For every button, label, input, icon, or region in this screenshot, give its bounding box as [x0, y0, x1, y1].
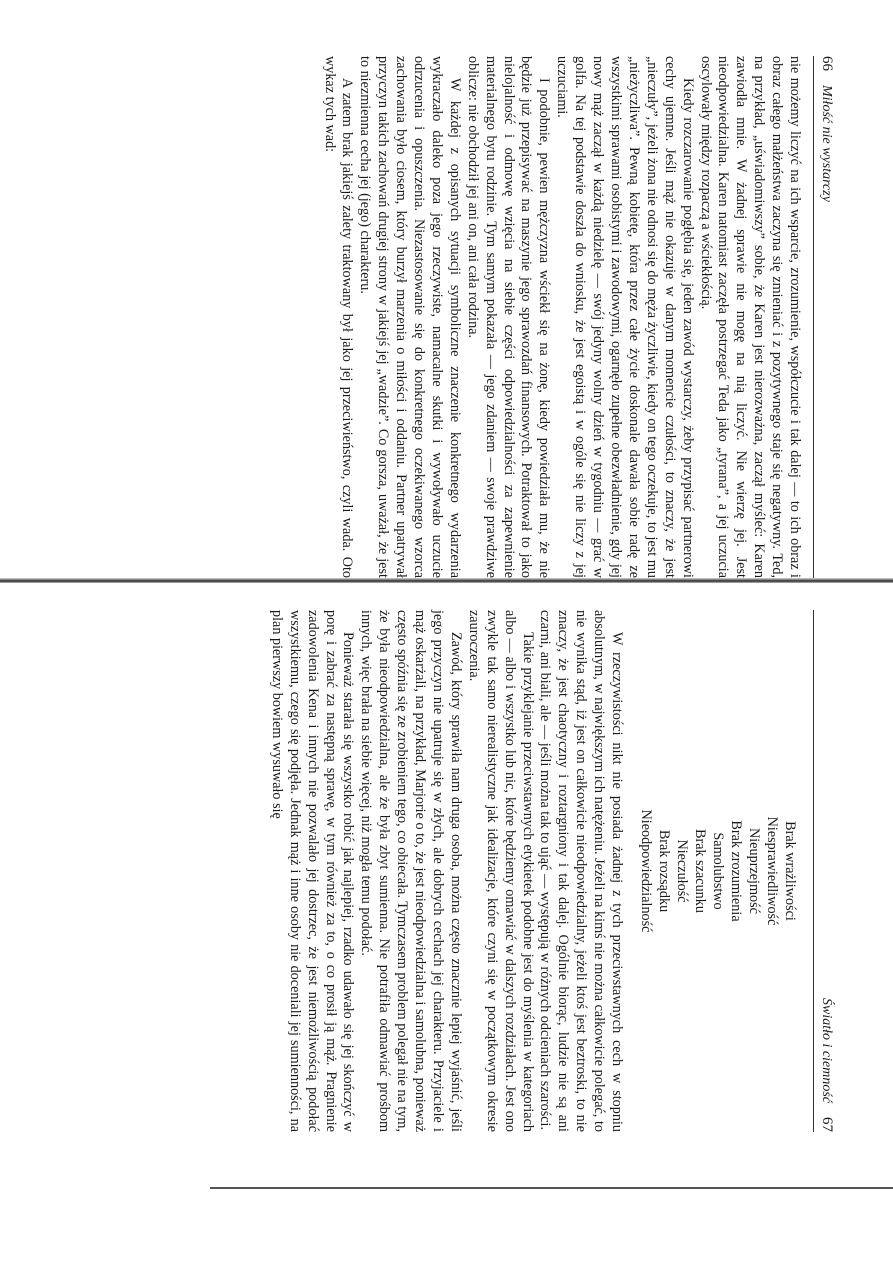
page-66 [95, 56, 835, 578]
trait-list [637, 610, 799, 1132]
paragraph: Takie przyklejanie przeciwstawnych etykietek podobne jest do myślenia w kategoriach albo — albo i wszystko lub nic, które będziemy omawiać w dalszych rozdziałach. Jest ono zwykle tak samo nierealistyczne jak idealizacje, które czyni się w początkowym okresie zauroczenia. [465, 610, 536, 1132]
list-item: Nieczułość [674, 839, 691, 903]
paragraph: nie możemy liczyć na ich wsparcie, zrozumienie, współczucie i tak dalej — to ich obraz i obraz całego małżeństwa zaczyna się zmieniać i z pozytywnego staje się negatywny. Ted, na przykład, „uświadomiwszy” sobie, że Karen jest nierozważna, zaczął myśleć: Karen zawiodła mnie. W żadnej sprawie nie mogę na nią liczyć. Nie wierzę jej. Jest nieodpowiedzialna. Karen natomiast zaczęła postrzegać Teda jako „tyrana”, a jej uczucia oscylowały między rozpaczą a wściekłością. [697, 56, 804, 578]
page-edge-line [210, 1187, 893, 1189]
paragraph: Kiedy rozczarowanie pogłębia się, jeden zawód wystarczy, żeby przypisać partnerowi cechy ujemne. Jeśli mąż nie okazuje w danym momencie czułości, to znaczy, że jest „nieczuły”, jeżeli żona nie odnosi się do męża życzliwie, kiedy on tego oczekuje, to jest mu „nieżyczliwa”. Pewną kobietę, która przez całe życie doskonale dawała sobie radę ze wszystkimi sprawami osobistymi i zawodowymi, ogarnęło zupełne obezwładnienie, gdy jej nowy mąż zaczął w każdą niedzielę — swój jedyny wolny dzień w tygodniu — grać w golfa. Na tej podstawie doszła do wniosku, że jest egoistą i w ogóle się nie liczy z jej uczuciami. [554, 56, 696, 578]
paragraph: I podobnie, pewien mężczyzna wściekł się na żonę, kiedy powiedziała mu, że nie będzie już przepisywać na maszynie jego sprawozdań finansowych. Potraktował to jako nielojalność i odmowę wzięcia na siebie części odpowiedzialności za zapewnienie materialnego bytu rodzinie. Tym samym pokazała — jego zdaniem — swoje prawdziwe oblicze: nie obchodził jej ani on, ani cała rodzina. [464, 56, 553, 578]
list-item: Nieuprzejmość [746, 828, 763, 914]
running-head-66 [813, 56, 835, 578]
running-title-66: Miłość nie wystarczy [819, 85, 834, 202]
list-item: Brak zrozumienia [728, 820, 745, 922]
running-title-67: Światło i ciemność [819, 998, 834, 1103]
paragraph: W każdej z opisanych sytuacji symboliczne znaczenie konkretnego wydarzenia wykraczało daleko poza jego rzeczywiste, namacalne skutki i wywoływało uczucie odrzucenia i opuszczenia. Niezastosowanie się do konkretnego oczekiwanego wzorca zachowania było ciosem, który burzył marzenia o miłości i oddaniu. Partner upatrywał przyczyn takich zachowań drugiej strony w jakiejś jej „wadzie”. Co gorsza, uważał, że jest to niezmienna cecha jej (jego) charakteru. [357, 56, 463, 578]
list-item: Brak szacunku [692, 829, 709, 913]
list-item: Niesprawiedliwość [764, 816, 781, 926]
paragraph: Zawód, który sprawiła nam druga osoba, można często znacznie lepiej wyjaśnić, jeśli jego przyczyn nie upatruje się w złych, ale dobrych cechach jej charakteru. Przyjaciele i mąż oskarżali, na przykład, Marjorie o to, że jest nieodpowiedzialna i samolubna, ponieważ często spóźnia się ze zrobieniem tego, co obiecała. Tymczasem problem polegał nie na tym, że była nieodpowiedzialna, ale że była zbyt sumienna. Nie potrafiła odmawiać prośbom innych, więc brała na siebie więcej, niż mogła temu podołać. [358, 610, 464, 1132]
paragraph: A zatem brak jakiejś zalety traktowany był jako jej przeciwieństwo, czyli wada. Oto wykaz tych wad: [321, 56, 356, 578]
paragraph: Ponieważ starała się wszystko robić jak najlepiej, rzadko udawało się jej skończyć w porę i zabrać za następną sprawę, w tym również za to, o co prosił ją mąż. Pragnienie zadowolenia Kena i innych nie pozwalało jej dostrzec, że jest niemożliwością podołać wszystkiemu, czego się podjęła. Jednak mąż i inne osoby nie doceniali jej sumienności, na plan pierwszy bowiem wysuwało się [268, 610, 357, 1132]
list-item: Brak wrażliwości [782, 821, 799, 921]
list-item: Samolubstwo [710, 832, 727, 910]
running-head-67 [813, 610, 835, 1132]
page-number-67: 67 [819, 1117, 835, 1132]
paragraph: W rzeczywistości nikt nie posiada żadnej z tych przeciwstawnych cech w stopniu absolutnym, w największym ich natężeniu. Jeżeli na kimś nie można całkowicie polegać, to nie wynika stąd, iż jest on całkowicie nieodpowiedzialny, jeżeli ktoś jest beztroski, to nie znaczy, że jest chaotyczny i roztargniony i tak dalej. Ogólnie biorąc, ludzie nie są ani czarni, ani biali, ale — jeśli można tak to ująć — występują w różnych odcieniach szarości. [537, 610, 626, 1132]
page-gutter-shadow [0, 578, 893, 583]
page-number-66: 66 [819, 56, 835, 71]
list-item: Nieodpowiedzialność [638, 809, 655, 933]
list-item: Brak rozsądku [656, 829, 673, 913]
page-67 [45, 610, 835, 1132]
